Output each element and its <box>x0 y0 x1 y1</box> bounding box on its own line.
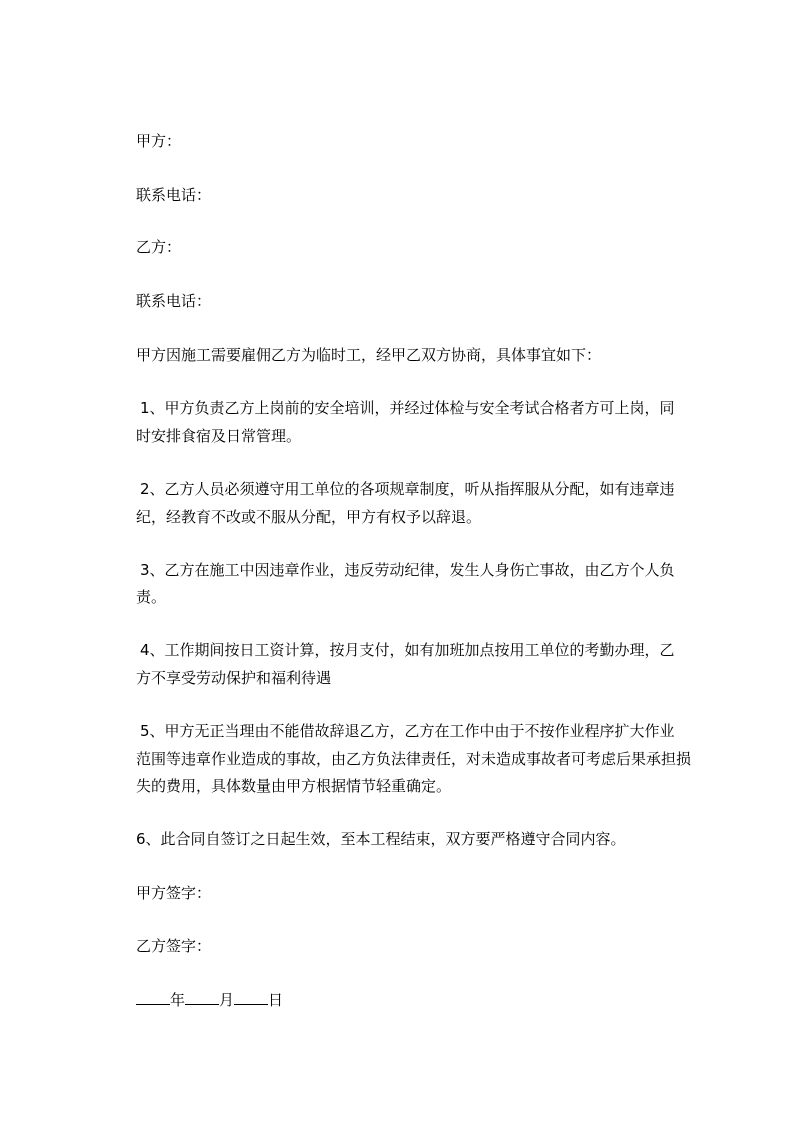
date-line <box>136 983 283 1017</box>
clause-6-line-1: 6、此合同自签订之日起生效，至本工程结束，双方要严格遵守合同内容。 <box>136 830 626 848</box>
clause-3-line-2: 责。 <box>136 588 167 606</box>
clause-1-line-2: 时安排食宿及日常管理。 <box>136 427 302 445</box>
party-a-phone-label: 联系电话： <box>136 186 212 204</box>
clause-4-line-1: 4、工作期间按日工资计算，按月支付，如有加班加点按用工单位的考勤办理，乙 <box>140 641 675 659</box>
preamble-text: 甲方因施工需要雇佣乙方为临时工，经甲乙双方协商，具体事宜如下： <box>136 346 602 364</box>
clause-5-line-2: 范围等违章作业造成的事故，由乙方负法律责任，对未造成事故者可考虑后果承担损 <box>136 750 692 768</box>
party-a-label: 甲方： <box>136 132 182 150</box>
clause-1-line-1: 1、甲方负责乙方上岗前的安全培训，并经过体检与安全考试合格者方可上岗，同 <box>140 399 675 417</box>
year-blank[interactable] <box>136 987 170 1005</box>
party-b-signature-label: 乙方签字： <box>136 937 212 955</box>
clause-3-line-1: 3、乙方在施工中因违章作业，违反劳动纪律，发生人身伤亡事故，由乙方个人负 <box>140 561 675 579</box>
day-blank[interactable] <box>234 987 268 1005</box>
clause-4-line-2: 方不享受劳动保护和福利待遇 <box>136 669 332 687</box>
clause-2-line-2: 纪，经教育不改或不服从分配，甲方有权予以辞退。 <box>136 508 482 526</box>
month-blank[interactable] <box>185 987 219 1005</box>
party-b-label: 乙方： <box>136 238 182 256</box>
clause-5-line-3: 失的费用，具体数量由甲方根据情节轻重确定。 <box>136 777 452 795</box>
party-a-signature-label: 甲方签字： <box>136 884 212 902</box>
clause-2-line-1: 2、乙方人员必须遵守用工单位的各项规章制度，听从指挥服从分配，如有违章违 <box>140 480 675 498</box>
party-b-phone-label: 联系电话： <box>136 292 212 310</box>
clause-5-line-1: 5、甲方无正当理由不能借故辞退乙方，乙方在工作中由于不按作业程序扩大作业 <box>140 722 675 740</box>
month-label: 月 <box>219 991 235 1009</box>
day-label: 日 <box>268 991 284 1009</box>
year-label: 年 <box>170 991 186 1009</box>
